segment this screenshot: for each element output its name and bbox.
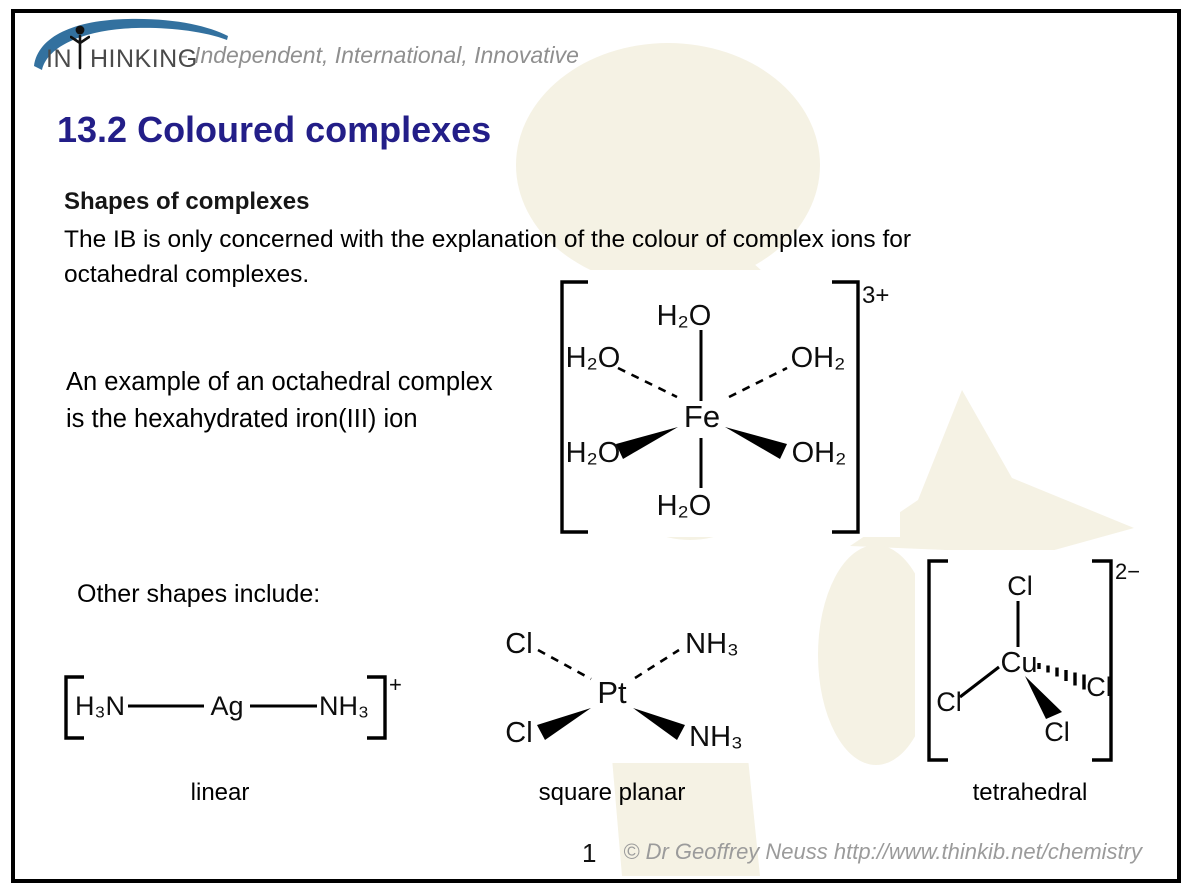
bond-hashed-right	[1039, 663, 1084, 690]
bond-wedge-bottom	[1025, 676, 1062, 719]
linear-diagram	[58, 665, 408, 745]
ligand-top-label: Cl	[1007, 571, 1033, 601]
bond-wedge-lower-left	[537, 708, 591, 740]
ligand-upper-left-label: Cl	[505, 628, 533, 660]
bond-dashed-upper-left	[618, 368, 677, 397]
central-atom-label: Pt	[597, 675, 627, 710]
intro-paragraph-line2: octahedral complexes.	[64, 261, 310, 288]
caption-square-planar: square planar	[538, 779, 686, 806]
bond-dashed-upper-right	[729, 368, 787, 397]
charge-label: 2−	[1115, 559, 1141, 584]
ligand-lower-right-label: OH₂	[791, 437, 847, 469]
example-paragraph-line2: is the hexahydrated iron(III) ion	[66, 405, 418, 433]
page-number: 1	[582, 838, 597, 868]
left-bracket	[562, 282, 588, 532]
bond-wedge-lower-right	[633, 708, 685, 740]
tagline: - Independent, International, Innovative	[180, 42, 579, 68]
right-bracket	[832, 282, 858, 532]
intro-paragraph-line1: The IB is only concerned with the explanation of the colour of complex ions for	[64, 226, 912, 253]
tetrahedral-structure	[915, 550, 1155, 770]
charge-label: 3+	[862, 282, 890, 309]
charge-label: +	[389, 672, 402, 697]
bond-wedge-lower-right	[725, 427, 787, 459]
other-shapes-heading: Other shapes include:	[77, 580, 321, 608]
ligand-bottom-label: H₂O	[656, 490, 712, 522]
left-bracket	[929, 561, 948, 760]
ligand-right-label: Cl	[1086, 672, 1112, 702]
bond-left	[960, 667, 999, 697]
ligand-top-label: H₂O	[656, 300, 712, 332]
octahedral-diagram	[550, 270, 900, 537]
logo-text-in: IN	[46, 45, 72, 73]
ligand-upper-left-label: H₂O	[565, 342, 621, 374]
central-atom-label: Fe	[683, 399, 721, 434]
ligand-bottom-label: Cl	[1044, 717, 1070, 747]
caption-tetrahedral: tetrahedral	[972, 779, 1088, 806]
central-atom-label: Ag	[210, 691, 244, 721]
ligand-left-label: Cl	[936, 687, 962, 717]
right-bracket	[1092, 561, 1111, 760]
example-paragraph	[66, 364, 493, 438]
linear-structure	[58, 665, 408, 745]
ligand-right-label: NH₃	[319, 691, 369, 721]
ligand-lower-right-label: NH₃	[689, 721, 743, 753]
ligand-left-label: H₃N	[75, 691, 125, 721]
bond-dashed-upper-right	[635, 650, 679, 678]
right-bracket	[367, 677, 385, 738]
bond-wedge-lower-left	[616, 427, 678, 459]
ligand-upper-right-label: OH₂	[790, 342, 846, 374]
intro-paragraph	[64, 222, 911, 292]
ligand-lower-left-label: Cl	[505, 717, 533, 749]
square-planar-structure	[485, 613, 755, 763]
caption-linear: linear	[190, 779, 250, 806]
central-atom-label: Cu	[1000, 647, 1038, 679]
example-paragraph-line1: An example of an octahedral complex	[66, 368, 493, 396]
logo-person-icon	[70, 24, 90, 70]
tetrahedral-diagram	[915, 550, 1155, 770]
ligand-lower-left-label: H₂O	[565, 437, 621, 469]
ligand-upper-right-label: NH₃	[685, 628, 739, 660]
octahedral-structure	[550, 270, 900, 537]
bond-dashed-upper-left	[538, 650, 591, 679]
section-heading: Shapes of complexes	[64, 188, 310, 215]
square-planar-diagram	[485, 613, 755, 763]
logo-text-rest: HINKING	[90, 45, 198, 73]
copyright-text: © Dr Geoffrey Neuss http://www.thinkib.net/chemistry	[623, 839, 1142, 864]
page-title: 13.2 Coloured complexes	[57, 109, 492, 150]
